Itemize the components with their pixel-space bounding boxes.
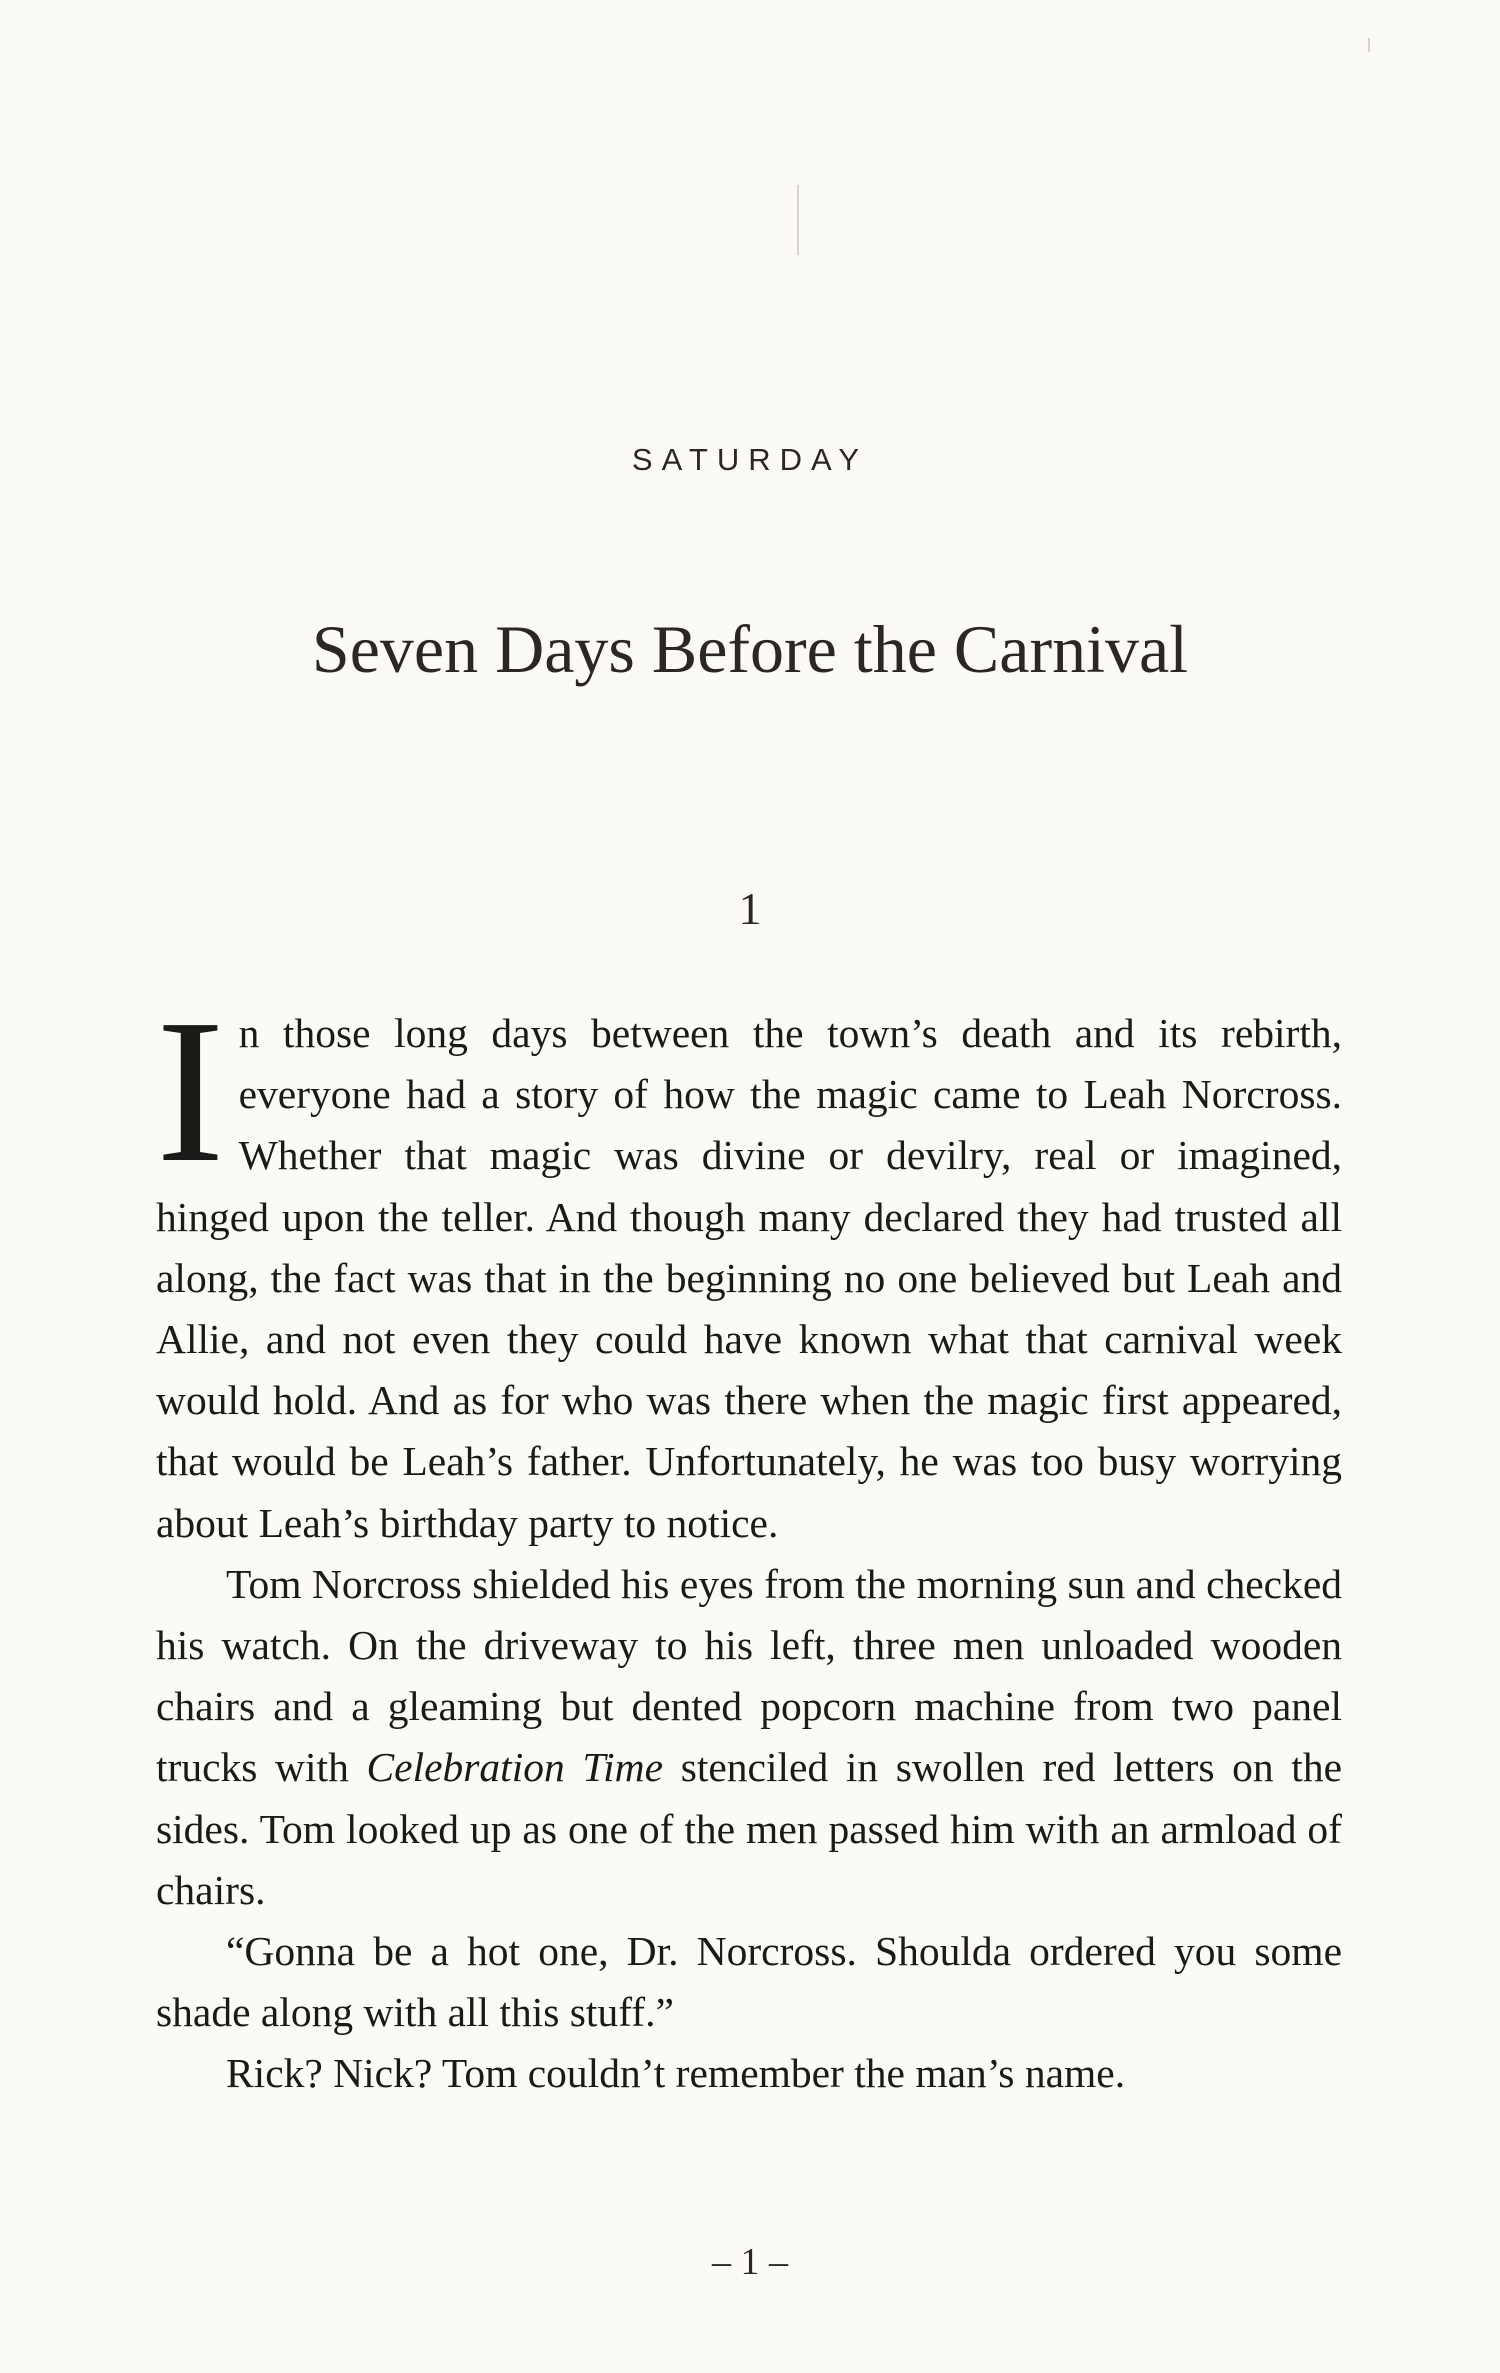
paragraph-1	[156, 976, 1342, 1554]
paragraph-2-italic-text: Celebration Time	[366, 1744, 664, 1791]
scan-mark	[1368, 38, 1370, 52]
body-text	[156, 976, 1342, 2105]
scan-mark	[797, 185, 799, 255]
paragraph-3: “Gonna be a hot one, Dr. Norcross. Shoulda ordered you some shade along with all this stuff.”	[156, 1928, 1342, 2036]
page-number: – 1 –	[712, 2241, 788, 2283]
chapter-title: Seven Days Before the Carnival	[311, 611, 1189, 687]
drop-cap: I	[156, 976, 225, 1205]
paragraph-2-text-before: Tom Norcross shielded his eyes from the morning sun and checked his watch. On the driveway to his left, three men unloaded wooden chairs and a gleaming but dented popcorn machine from two panel trucks with	[156, 1560, 1342, 1791]
section-number: 1	[738, 883, 762, 934]
paragraph-1-text: n those long days between the town’s death and its rebirth, everyone had a story of how the magic came to Leah Norcross. Whether that magic was divine or devilry, real or imagined, hinged upon the teller. And though many declared they had trusted all along, the fact was that in the beginning no one believed but Leah and Allie, and not even they could have known what that carnival week would hold. And as for who was there when the magic first appeared, that would be Leah’s father. Unfortunately, he was too busy worrying about Leah’s birthday party to notice.	[156, 1010, 1342, 1546]
day-label: SATURDAY	[631, 442, 869, 477]
paragraph-2	[156, 1554, 1342, 1921]
paragraph-4: Rick? Nick? Tom couldn’t remember the man’s name.	[226, 2050, 1126, 2097]
paragraph-2-text-after: stenciled in swollen red letters on the sides. Tom looked up as one of the men passed him with an armload of chairs.	[156, 1744, 1342, 1913]
